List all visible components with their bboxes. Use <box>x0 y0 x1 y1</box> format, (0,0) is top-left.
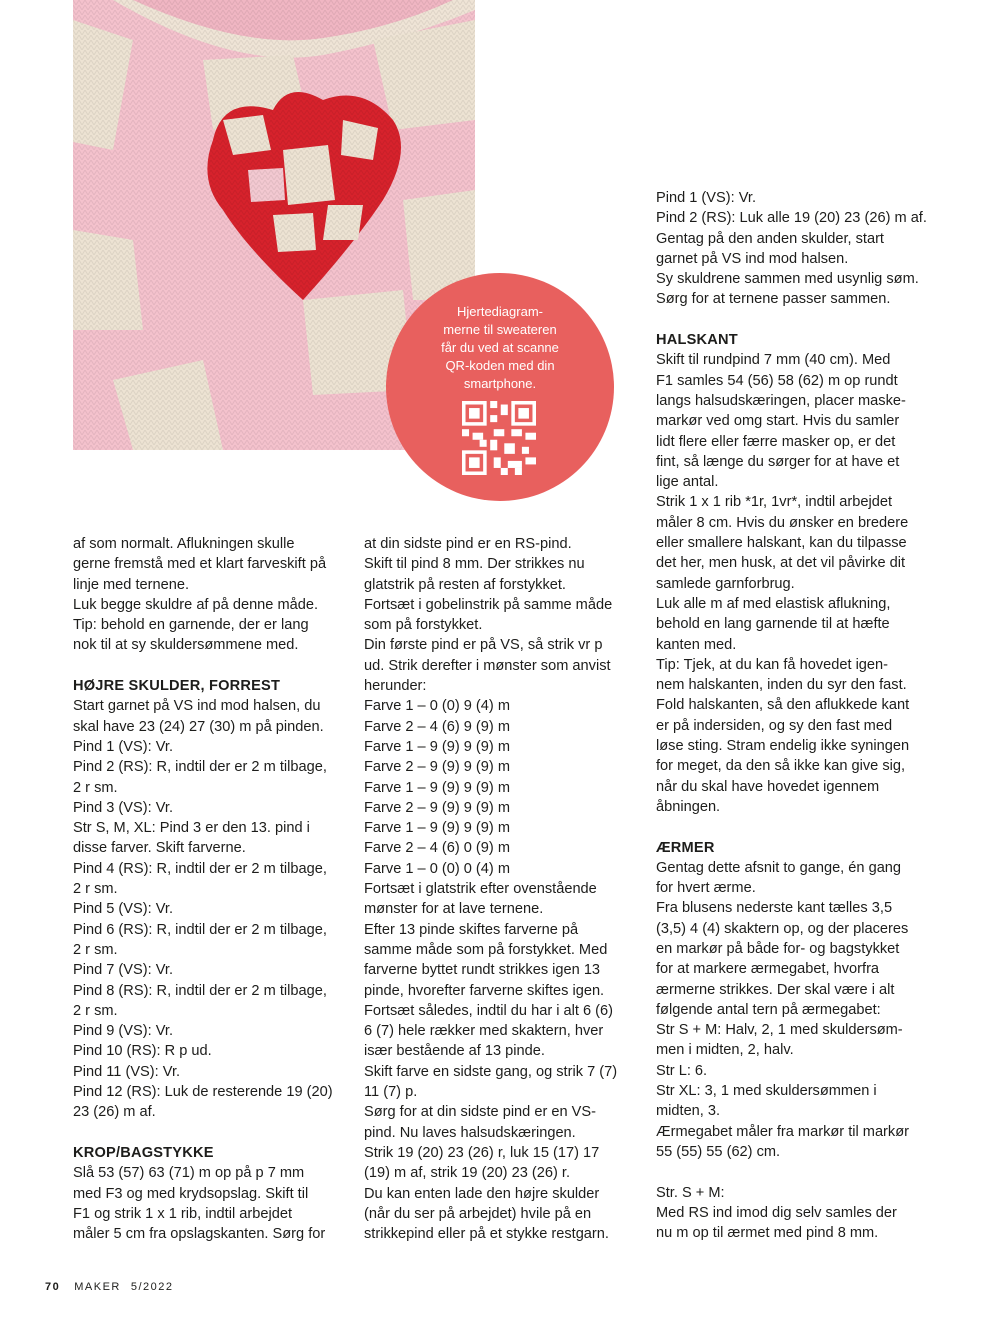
text-column-3 <box>656 188 939 1243</box>
column3-intro: Pind 1 (VS): Vr. Pind 2 (RS): Luk alle 19 (20) 23 (26) m af. Gentag på den anden skulder, start garnet på VS ind mod halsen. Sy skuldrene sammen med usynlig søm. Sørg for at ternene passer sammen. <box>656 190 927 308</box>
text-column-1 <box>73 534 356 1244</box>
column1-body1: Start garnet på VS ind mod halsen, du skal have 23 (24) 27 (30) m på pinden. Pind 1 (VS): Vr. Pind 2 (RS): R, indtil der er 2 m tilbage, 2 r sm. Pind 3 (VS): Vr. Str S, M, XL: Pind 3 er den 13. pind i disse farver. Skift farverne. Pind 4 (RS): R, indtil der er 2 m tilbage, 2 r sm. Pind 5 (VS): Vr. Pind 6 (RS): R, indtil der er 2 m tilbage, 2 r sm. Pind 7 (VS): Vr. Pind 8 (RS): R, indtil der er 2 m tilbage, 2 r sm. Pind 9 (VS): Vr. Pind 10 (RS): R p ud. Pind 11 (VS): Vr. Pind 12 (RS): Luk de resterende 19 (20) 23 (26) m af. <box>73 698 333 1121</box>
text-column-2 <box>364 534 647 1244</box>
column1-intro: af som normalt. Aflukningen skulle gerne fremstå med et klart farveskift på linje med ternene. Luk begge skuldre af på denne måde. Tip: behold en garnende, der er lang nok til at sy skuldersømmene med. <box>73 536 327 654</box>
column3-body4: Str. S + M: Med RS ind imod dig selv samles der nu m op til ærmet med pind 8 mm. <box>656 1184 897 1242</box>
column3-body1: Skift til rundpind 7 mm (40 cm). Med F1 samles 54 (56) 58 (62) m op rundt langs halsudskæringen, placer maske- markør ved omg start. Hvis du samler lidt flere eller færre masker op, er det fint, så længe du sørger for at have et lige antal. Strik 1 x 1 rib *1r, 1vr*, indtil arbejdet måler 8 cm. Hvis du ønsker en bredere eller smallere halskant, kan du tilpasse det her, men husk, at det vil påvirke dit samlede garnforbrug. Luk alle m af med elastisk aflukning, behold en lang garnende til at hæfte kanten med. Tip: Tjek, at du kan få hovedet igen- nem halskanten, inden du syr den fast. Fold halskanten, så den aflukkede kant er på indersiden, og sy den fast med løse sting. Stram endelig ikke syningen for meget, da den så ikke kan give sig, når du skal have hovedet igennem åbningen. <box>656 352 910 815</box>
magazine-name: MAKER <box>74 1281 121 1293</box>
qr-info-badge <box>386 273 614 501</box>
heading-hoejre-skulder: HØJRE SKULDER, FORREST <box>73 678 281 695</box>
heading-halskant: HALSKANT <box>656 332 738 349</box>
column3-body2: Gentag dette afsnit to gange, én gang for hvert ærme. Fra blusens nederste kant tælles 3,5 (3,5) 4 (4) skaktern op, og der placeres en markør på både for- og bagstykket for at markere ærmegabet, hvorfra ærmerne strikkes. Der skal være i alt følgende antal tern på ærmegabet: Str S + M: Halv, 2, 1 med skuldersøm- men i midten, 2, halv. Str L: 6. Str XL: 3, 1 med skuldersømmen i midten, 3. <box>656 859 909 1120</box>
issue-number: 5/2022 <box>130 1281 174 1293</box>
heading-krop-bagstykke: KROP/BAGSTYKKE <box>73 1144 214 1161</box>
qr-code-icon[interactable] <box>462 401 536 475</box>
column2-body: at din sidste pind er en RS-pind. Skift til pind 8 mm. Der strikkes nu glatstrik på resten af forstykket. Fortsæt i gobelinstrik på samme måde som på forstykket. Din første pind er på VS, så strik vr p ud. Strik derefter i mønster som anvist herunder: Farve 1 – 0 (0) 9 (4) m Farve 2 – 4 (6) 9 (9) m Farve 1 – 9 (9) 9 (9) m Farve 2 – 9 (9) 9 (9) m Farve 1 – 9 (9) 9 (9) m Farve 2 – 9 (9) 9 (9) m Farve 1 – 9 (9) 9 (9) m Farve 2 – 4 (6) 0 (9) m Farve 1 – 0 (0) 0 (4) m Fortsæt i glatstrik efter ovenstående mønster for at lave ternene. Efter 13 pinde skiftes farverne på samme måde som på forstykket. Med farverne byttet rundt strikkes igen 13 pinde, hvorefter farverne skiftes igen. Fortsæt således, indtil du har i alt 6 (6) 6 (7) hele rækker med skaktern, hver især bestående af 13 pinde. Skift farve en sidste gang, og strik 7 (7) 11 (7) p. Sørg for at din sidste pind er en VS- pind. Nu laves halsudskæringen. Strik 19 (20) 23 (26) r, luk 15 (17) 17 (19) m af, strik 19 (20) 23 (26) r. Du kan enten lade den højre skulder (når du ser på arbejdet) hvile på en strikkepind eller på et stykke restgarn. <box>364 536 618 1243</box>
column1-body2: Slå 53 (57) 63 (71) m op på p 7 mm med F3 og med krydsopslag. Skift til F1 og strik 1 x 1 rib, indtil arbejdet måler 5 cm fra opslagskanten. Sørg for <box>73 1165 326 1243</box>
page-number: 70 <box>45 1281 61 1293</box>
page-footer <box>45 1281 174 1293</box>
column3-body3: Ærmegabet måler fra markør til markør 55 (55) 55 (62) cm. <box>656 1123 909 1160</box>
badge-text: Hjertediagram- merne til sweateren får du ved at scanne QR-koden med din smartphone. <box>441 304 559 391</box>
heading-aermer: ÆRMER <box>656 839 715 856</box>
